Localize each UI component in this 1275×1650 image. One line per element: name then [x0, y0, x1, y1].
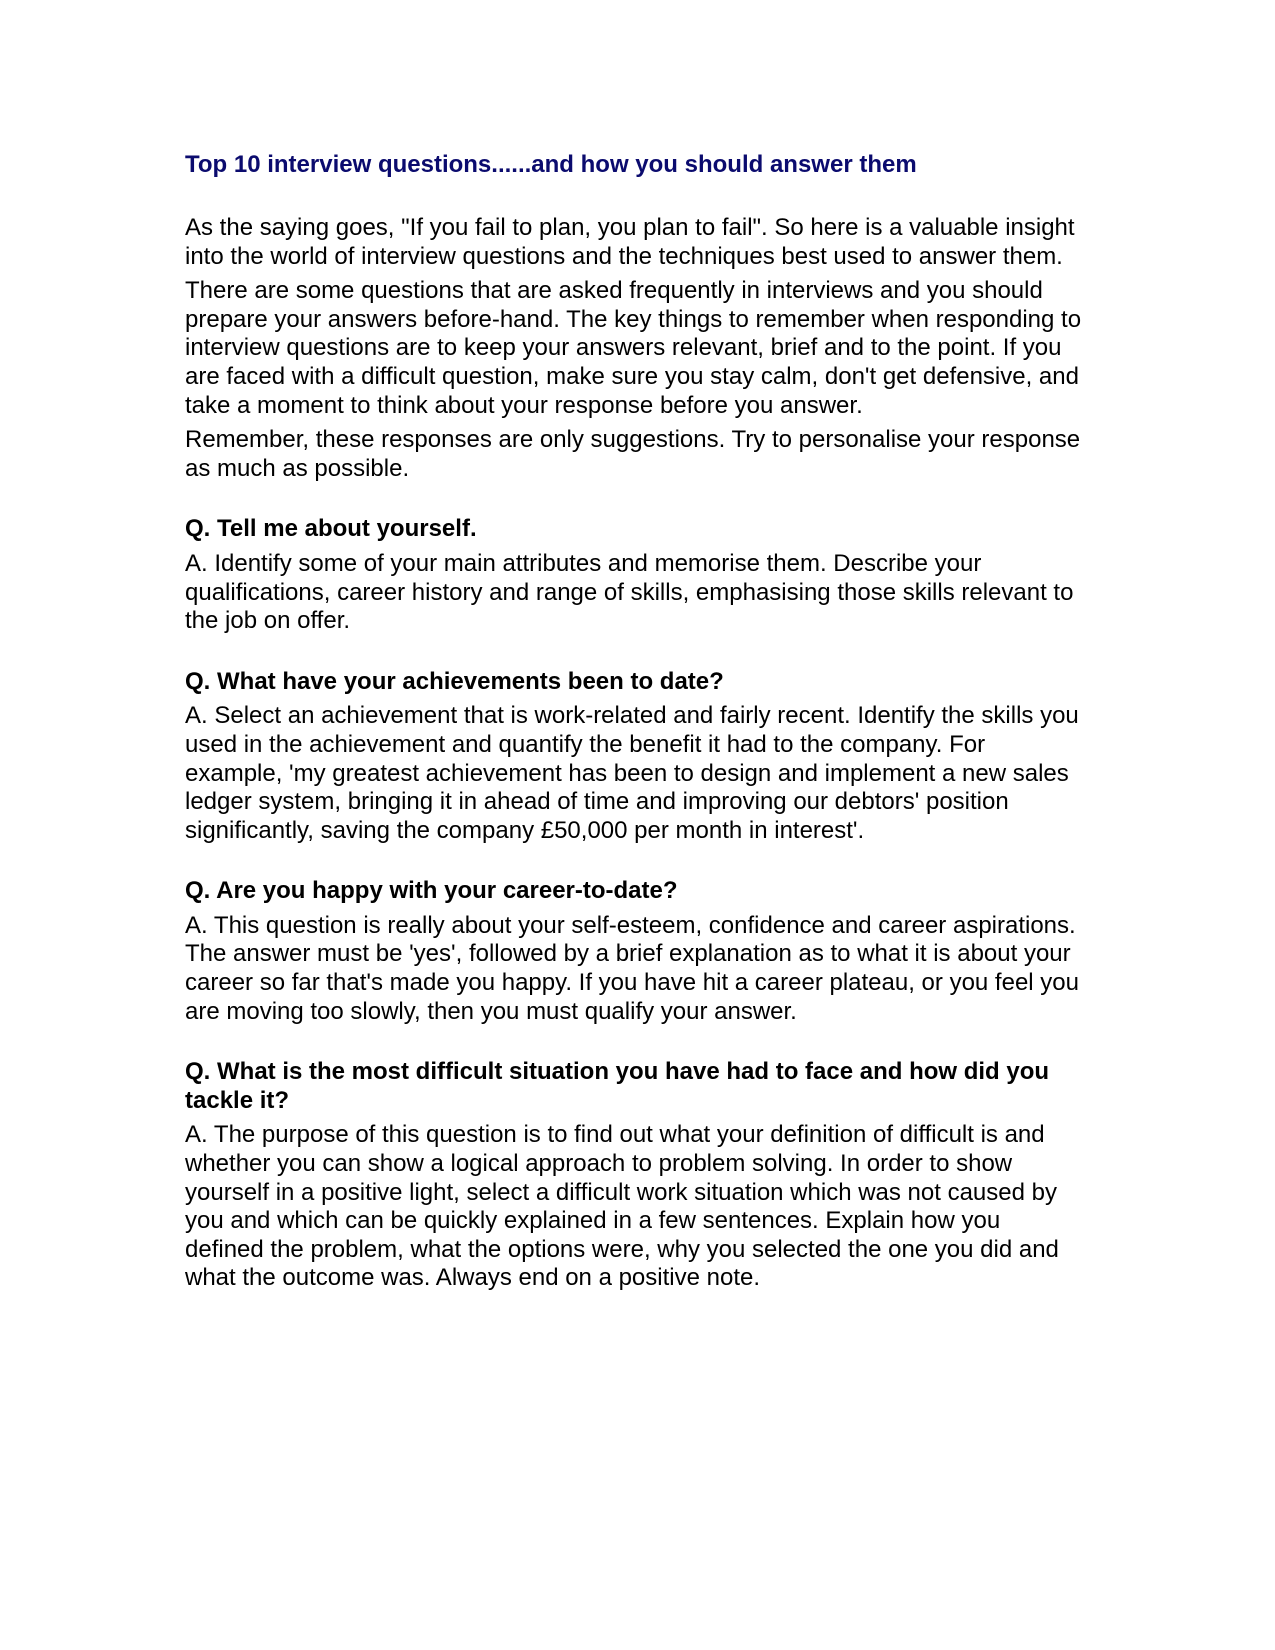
answer-paragraph: A. Identify some of your main attributes and memorise them. Describe your qualifications, career history and range of skills, emphasising those skills relevant to the job on offer. [185, 549, 1074, 635]
question-heading: Q. Are you happy with your career-to-date? [185, 877, 678, 905]
answer-paragraph: A. This question is really about your self-esteem, confidence and career aspirations. The answer must be 'yes', followed by a brief explanation as to what it is about your career so far that's made you happy. If you have hit a career plateau, or you feel you are moving too slowly, then you must qualify your answer. [185, 911, 1079, 1025]
document-body [185, 150, 1085, 1293]
qa-block [185, 515, 1085, 635]
qa-block [185, 668, 1085, 846]
intro-paragraph: Remember, these responses are only suggestions. Try to personalise your response as much as possible. [185, 426, 1081, 482]
answer-paragraph: A. The purpose of this question is to find out what your definition of difficult is and whether you can show a logical approach to problem solving. In order to show yourself in a positive light, select a difficult work situation which was not caused by you and which can be quickly explained in a few sentences. Explain how you defined the problem, what the options were, why you selected the one you did and what the outcome was. Always end on a positive note. [185, 1121, 1059, 1292]
question-heading: Q. Tell me about yourself. [185, 515, 477, 543]
answer-paragraph: A. Select an achievement that is work-related and fairly recent. Identify the skills you used in the achievement and quantify the benefit it had to the company. For example, 'my greatest achievement has been to design and implement a new sales ledger system, bringing it in ahead of time and improving our debtors' position significantly, saving the company £50,000 per month in interest'. [185, 702, 1079, 844]
question-heading: Q. What have your achievements been to date? [185, 667, 724, 695]
intro-paragraph: As the saying goes, "If you fail to plan, you plan to fail". So here is a valuable insight into the world of interview questions and the techniques best used to answer them. [185, 214, 1075, 270]
question-heading: Q. What is the most difficult situation you have had to face and how did you tackle it? [185, 1058, 1050, 1114]
qa-block [185, 1058, 1085, 1293]
qa-block [185, 877, 1085, 1026]
document-title: Top 10 interview questions......and how you should answer them [185, 151, 917, 178]
intro-paragraph: There are some questions that are asked frequently in interviews and you should prepare your answers before-hand. The key things to remember when responding to interview questions are to keep your answers relevant, brief and to the point. If you are faced with a difficult question, make sure you stay calm, don't get defensive, and take a moment to think about your response before you answer. [185, 277, 1082, 419]
